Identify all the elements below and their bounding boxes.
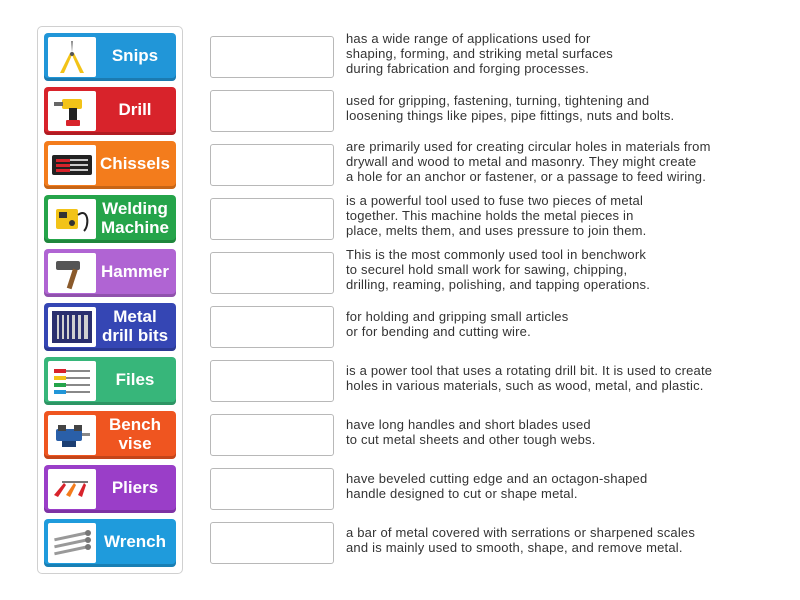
- description-text: [346, 363, 786, 393]
- description-text: [346, 31, 786, 76]
- description-line: during fabrication and forging processes.: [346, 61, 590, 76]
- tile-metal-drill-bits[interactable]: Metal drill bits: [44, 303, 176, 351]
- drop-box[interactable]: [210, 414, 334, 456]
- drop-box[interactable]: [210, 468, 334, 510]
- description-line: loosening things like pipes, pipe fittings, nuts and bolts.: [346, 108, 675, 123]
- description-line: drywall and wood to metal and masonry. They might create: [346, 154, 697, 169]
- description-line: a bar of metal covered with serrations or sharpened scales: [346, 525, 696, 540]
- drop-box[interactable]: [210, 306, 334, 348]
- welding-machine-icon: [48, 199, 96, 239]
- tile-drill[interactable]: Drill: [44, 87, 176, 135]
- description-line: used for gripping, fastening, turning, tightening and: [346, 93, 650, 108]
- drop-box[interactable]: [210, 144, 334, 186]
- drop-box[interactable]: [210, 90, 334, 132]
- description-line: place, melts them, and uses pressure to join them.: [346, 223, 647, 238]
- description-line: are primarily used for creating circular holes in materials from: [346, 139, 711, 154]
- drop-box[interactable]: [210, 252, 334, 294]
- files-icon: [48, 361, 96, 401]
- tile-bank-panel: [37, 26, 183, 574]
- description-line: This is the most commonly used tool in benchwork: [346, 247, 647, 262]
- description-line: for holding and gripping small articles: [346, 309, 569, 324]
- description-line: is a power tool that uses a rotating drill bit. It is used to create: [346, 363, 713, 378]
- tile-pliers[interactable]: Pliers: [44, 465, 176, 513]
- description-line: together. This machine holds the metal pieces in: [346, 208, 634, 223]
- description-text: [346, 93, 786, 123]
- drop-box[interactable]: [210, 36, 334, 78]
- chisels-icon: [48, 145, 96, 185]
- hammer-icon: [48, 253, 96, 293]
- wrench-icon: [48, 523, 96, 563]
- tile-wrench[interactable]: Wrench: [44, 519, 176, 567]
- drill-bits-icon: [48, 307, 96, 347]
- description-line: a hole for an anchor or fastener, or a passage to feed wiring.: [346, 169, 707, 184]
- description-line: handle designed to cut or shape metal.: [346, 486, 578, 501]
- description-line: drilling, reaming, polishing, and tapping operations.: [346, 277, 651, 292]
- tile-files[interactable]: Files: [44, 357, 176, 405]
- description-text: [346, 247, 786, 292]
- description-line: shaping, forming, and striking metal surfaces: [346, 46, 613, 61]
- drop-box[interactable]: [210, 522, 334, 564]
- description-line: is a powerful tool used to fuse two pieces of metal: [346, 193, 644, 208]
- tile-snips[interactable]: Snips: [44, 33, 176, 81]
- description-line: have beveled cutting edge and an octagon-shaped: [346, 471, 648, 486]
- description-text: [346, 417, 786, 447]
- description-line: to securel hold small work for sawing, chipping,: [346, 262, 628, 277]
- description-line: have long handles and short blades used: [346, 417, 591, 432]
- description-text: [346, 193, 786, 238]
- description-text: [346, 139, 786, 184]
- tile-hammer[interactable]: Hammer: [44, 249, 176, 297]
- description-line: has a wide range of applications used for: [346, 31, 591, 46]
- description-text: [346, 525, 786, 555]
- description-line: to cut metal sheets and other tough webs.: [346, 432, 596, 447]
- tile-chisels[interactable]: Chissels: [44, 141, 176, 189]
- snips-icon: [48, 37, 96, 77]
- tile-welding-machine[interactable]: Welding Machine: [44, 195, 176, 243]
- description-line: and is mainly used to smooth, shape, and remove metal.: [346, 540, 683, 555]
- drop-box[interactable]: [210, 198, 334, 240]
- description-line: holes in various materials, such as wood, metal, and plastic.: [346, 378, 704, 393]
- drop-box[interactable]: [210, 360, 334, 402]
- pliers-icon: [48, 469, 96, 509]
- drill-icon: [48, 91, 96, 131]
- description-text: [346, 471, 786, 501]
- description-text: [346, 309, 786, 339]
- description-line: or for bending and cutting wire.: [346, 324, 531, 339]
- bench-vise-icon: [48, 415, 96, 455]
- tile-bench-vise[interactable]: Bench vise: [44, 411, 176, 459]
